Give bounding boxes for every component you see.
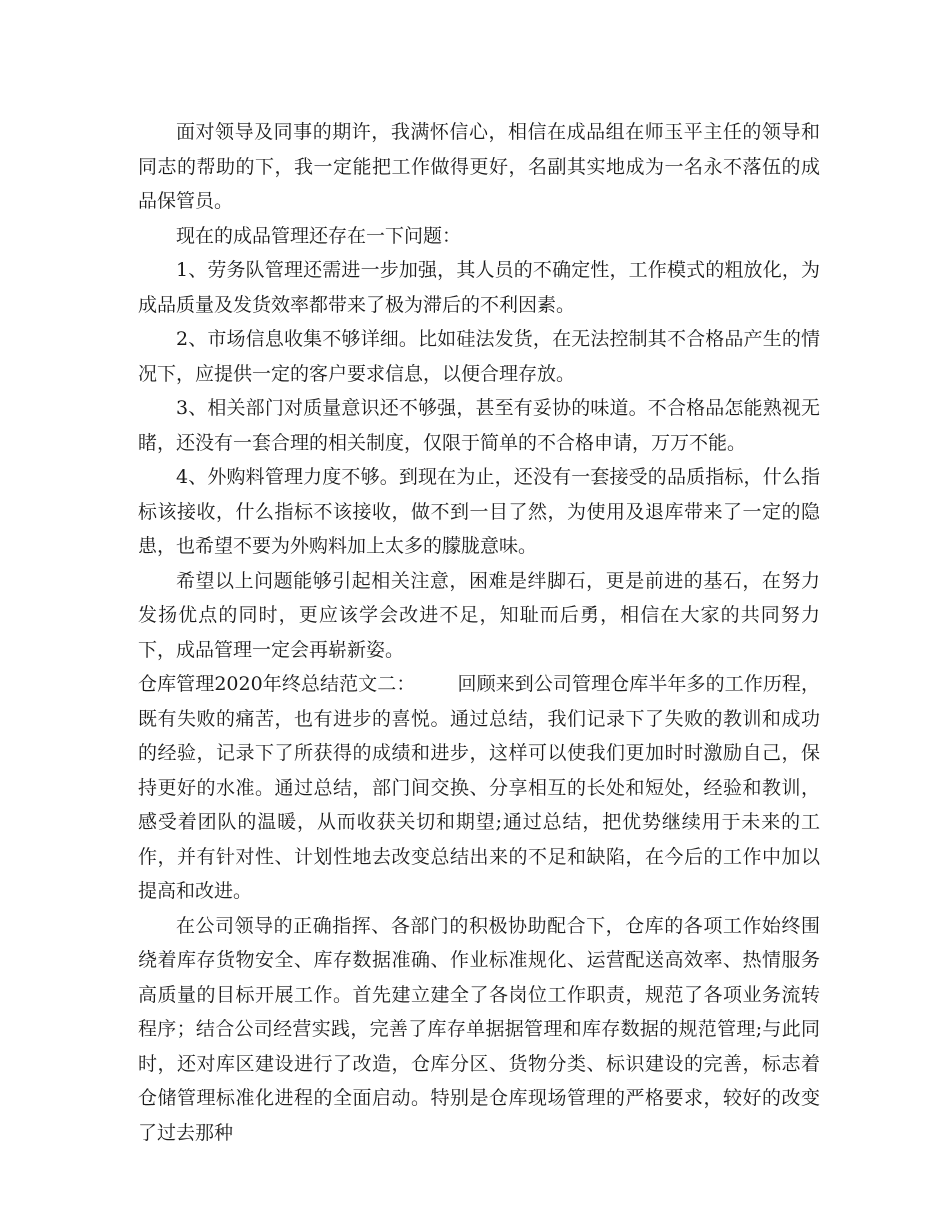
section-two-first-paragraph: [138, 667, 820, 909]
section-heading: 仓库管理2020年终总结范文二：: [138, 673, 416, 695]
paragraph-expectations: 面对领导及同事的期许，我满怀信心，相信在成品组在师玉平主任的领导和同志的帮助的下，我一定能把工作做得更好，名副其实地成为一名永不落伍的成品保管员。: [138, 121, 820, 212]
paragraph-problem-1: 1、劳务队管理还需进一步加强，其人员的不确定性，工作模式的粗放化，为成品质量及发货效率都带来了极为滞后的不利因素。: [138, 259, 820, 316]
paragraph-problem-4: 4、外购料管理力度不够。到现在为止，还没有一套接受的品质指标，什么指标该接收，什么指标不该接收，做不到一目了然，为使用及退库带来了一定的隐患，也希望不要为外购料加上太多的朦胧意味。: [138, 466, 820, 557]
paragraph-problem-2: 2、市场信息收集不够详细。比如硅法发货，在无法控制其不合格品产生的情况下，应提供一定的客户要求信息，以便合理存放。: [138, 328, 820, 385]
paragraph-conclusion: 希望以上问题能够引起相关注意，困难是绊脚石，更是前进的基石，在努力发扬优点的同时，更应该学会改进不足，知耻而后勇，相信在大家的共同努力下，成品管理一定会再崭新姿。: [138, 569, 820, 661]
paragraph-problems-intro: 现在的成品管理还存在一下问题：: [176, 224, 462, 247]
section-two-second-paragraph: 在公司领导的正确指挥、各部门的积极协助配合下，仓库的各项工作始终围绕着库存货物安全、库存数据准确、作业标准规化、运营配送高效率、热情服务高质量的目标开展工作。首先建立建全了各岗位工作职责，规范了各项业务流转程序；结合公司经营实践，完善了库存单据据管理和库存数据的规范管理;与此同时，还对库区建设进行了改造，仓库分区、货物分类、标识建设的完善，标志着仓储管理标准化进程的全面启动。特别是仓库现场管理的严格要求，较好的改变了过去那种: [138, 914, 820, 1144]
section-two-opening-text: 回顾来到公司管理仓库半年多的工作历程，既有失败的痛苦，也有进步的喜悦。通过总结，我们记录下了失败的教训和成功的经验，记录下了所获得的成绩和进步，这样可以使我们更加时时激励自己，保持更好的水准。通过总结，部门间交换、分享相互的长处和短处，经验和教训，感受着团队的温暖，从而收获关切和期望;通过总结，把优势继续用于未来的工作，并有针对性、计划性地去改变总结出来的不足和缺陷，在今后的工作中加以提高和改进。: [138, 673, 820, 902]
paragraph-problem-3: 3、相关部门对质量意识还不够强，甚至有妥协的味道。不合格品怎能熟视无睹，还没有一套合理的相关制度，仅限于简单的不合格申请，万万不能。: [138, 397, 820, 454]
